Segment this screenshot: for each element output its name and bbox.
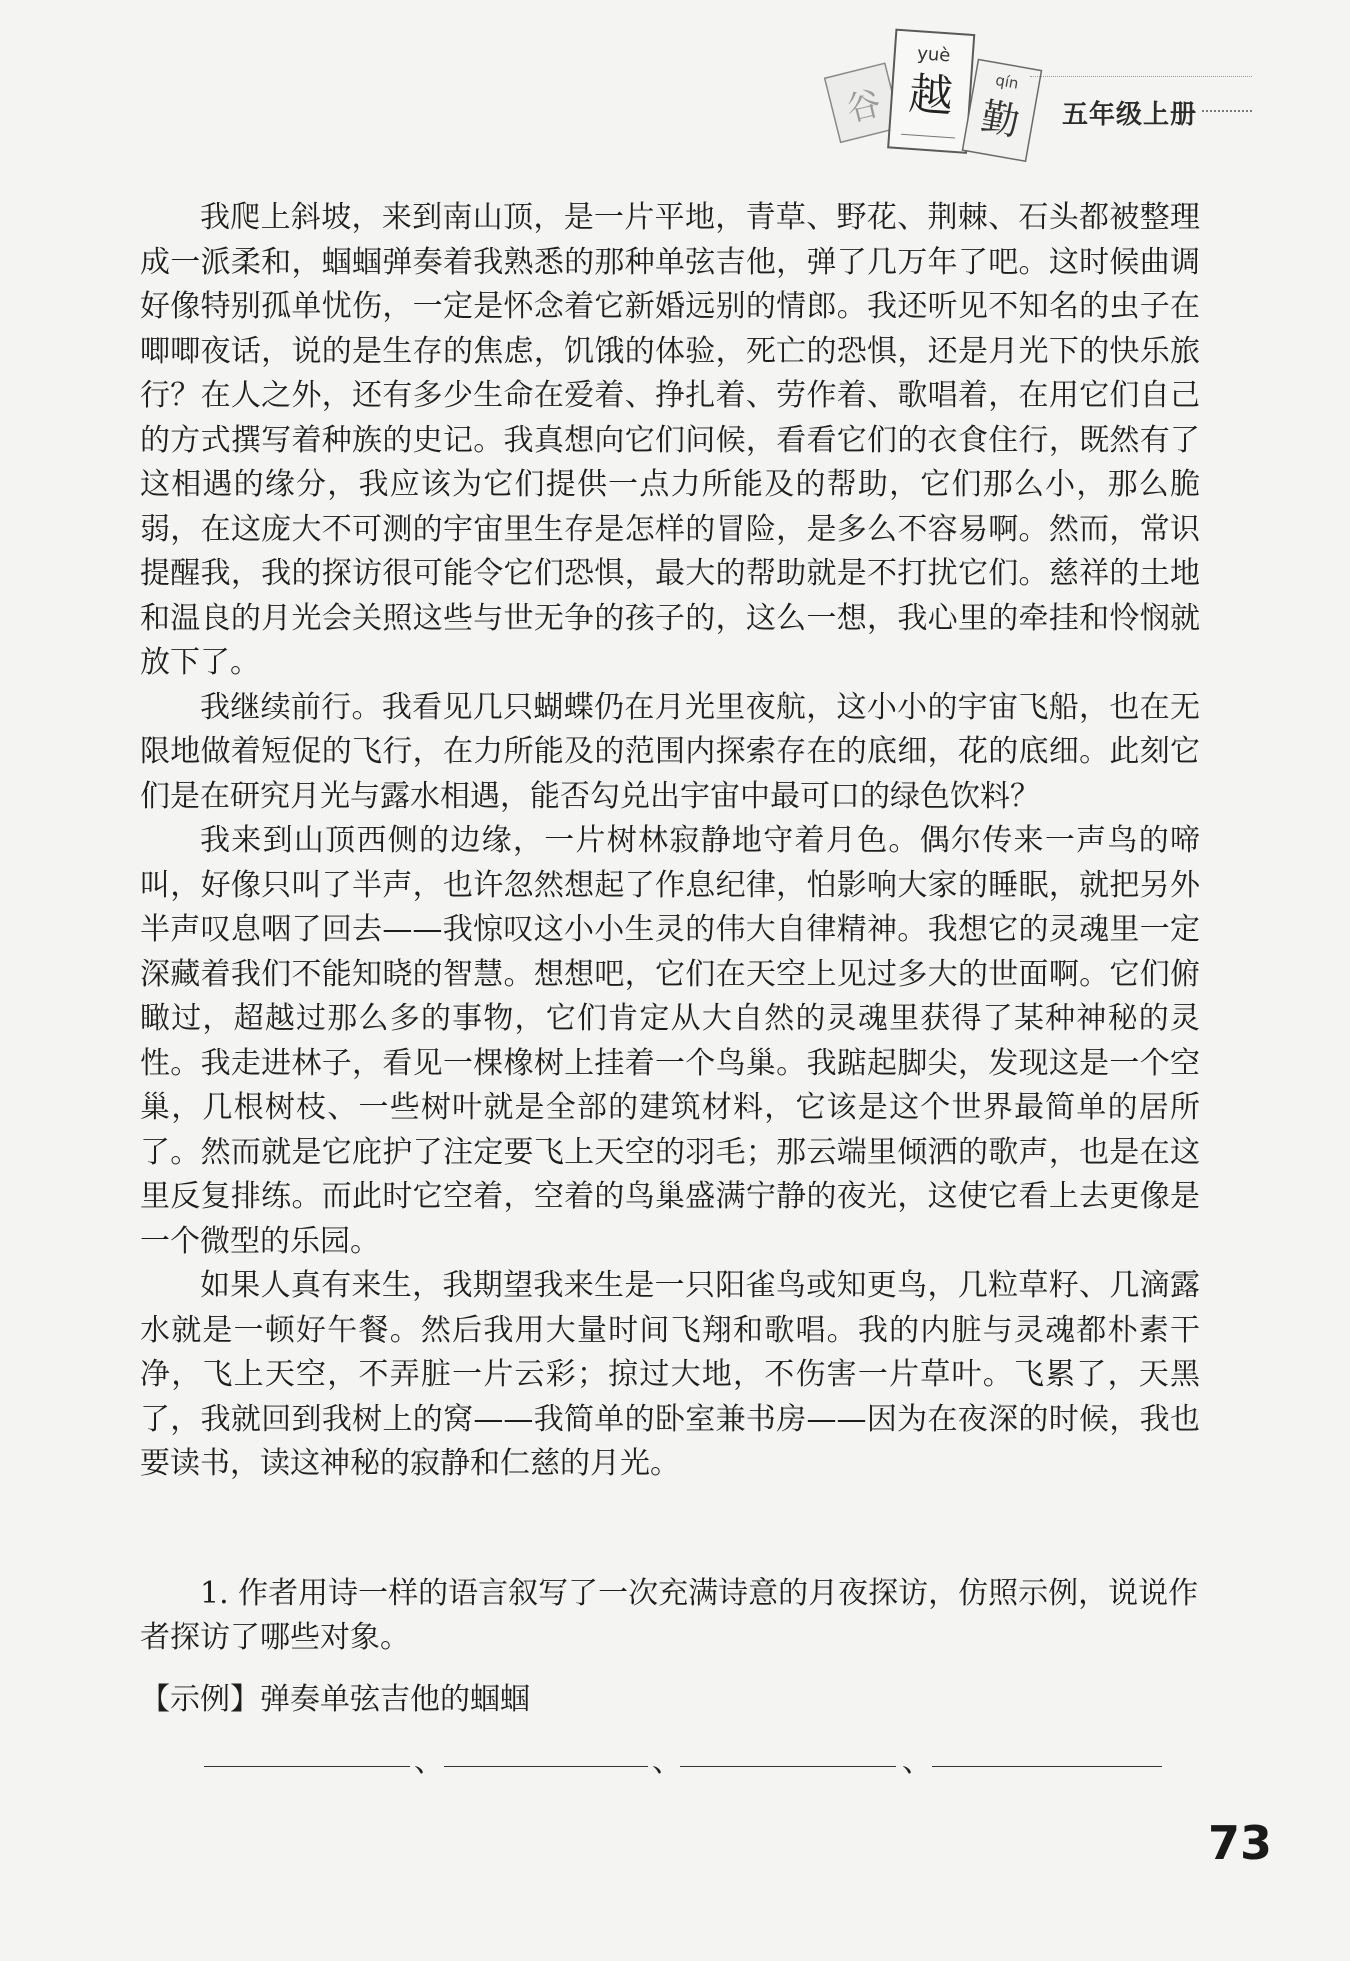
logo-char-3: 勤 (977, 94, 1023, 145)
paragraph: 我继续前行。我看见几只蝴蝶仍在月光里夜航，这小小的宇宙飞船，也在无限地做着短促的飞行，在力所能及的范围内探索存在的底细，花的底细。此刻它们是在研究月光与露水相遇，能否勾兑出宇宙中最可口的绿色饮料？ (140, 689, 1200, 814)
header-dotted-leader (1202, 110, 1252, 112)
logo-char-1: 谷 (842, 83, 886, 131)
blank-separator: 、 (902, 1744, 932, 1779)
question-stem: 1. 作者用诗一样的语言叙写了一次充满诗意的月夜探访，仿照示例，说说作者探访了哪些对象。 (140, 1576, 1199, 1655)
logo-pinyin-2: qín (994, 70, 1020, 93)
answer-blank-1[interactable] (204, 1766, 410, 1767)
answer-blank-2[interactable] (444, 1766, 648, 1767)
logo-stamp-right (962, 59, 1041, 161)
example-label: 【示例】 (140, 1682, 260, 1717)
passage-body (140, 196, 1200, 1487)
logo-pinyin-1: yuè (916, 43, 952, 67)
header-dotted-rule (1030, 76, 1252, 77)
logo-stamp-middle (888, 30, 974, 153)
paragraph: 如果人真有来生，我期望我来生是一只阳雀鸟或知更鸟，几粒草籽、几滴露水就是一顿好午餐。然后我用大量时间飞翔和歌唱。我的内脏与灵魂都朴素干净，飞上天空，不弄脏一片云彩；掠过大地，不伤害一片草叶。飞累了，天黑了，我就回到我树上的窝——我简单的卧室兼书房——因为在夜深的时候，我也要读书，读这神秘的寂静和仁慈的月光。 (140, 1268, 1200, 1481)
paragraph: 我爬上斜坡，来到南山顶，是一片平地，青草、野花、荆棘、石头都被整理成一派柔和，蝈蝈弹奏着我熟悉的那种单弦吉他，弹了几万年了吧。这时候曲调好像特别孤单忧伤，一定是怀念着它新婚远别的情郎。我还听见不知名的虫子在唧唧夜话，说的是生存的焦虑，饥饿的体验，死亡的恐惧，还是月光下的快乐旅行？在人之外，还有多少生命在爱着、挣扎着、劳作着、歌唱着，在用它们自己的方式撰写着种族的史记。我真想向它们问候，看看它们的衣食住行，既然有了这相遇的缘分，我应该为它们提供一点力所能及的帮助，它们那么小，那么脆弱，在这庞大不可测的宇宙里生存是怎样的冒险，是多么不容易啊。然而，常识提醒我，我的探访很可能令它们恐惧，最大的帮助就是不打扰它们。慈祥的土地和温良的月光会关照这些与世无争的孩子的，这么一想，我心里的牵挂和怜悯就放下了。 (140, 200, 1200, 680)
blank-separator: 、 (414, 1744, 444, 1779)
answer-blank-3[interactable] (680, 1766, 896, 1767)
blank-separator: 、 (652, 1744, 682, 1779)
series-logo (824, 24, 1046, 164)
example-line (140, 1678, 1200, 1722)
answer-blank-4[interactable] (932, 1766, 1162, 1767)
paragraph: 我来到山顶西侧的边缘，一片树林寂静地守着月色。偶尔传来一声鸟的啼叫，好像只叫了半声，也许忽然想起了作息纪律，怕影响大家的睡眠，就把另外半声叹息咽了回去——我惊叹这小小生灵的伟大自律精神。我想它的灵魂里一定深藏着我们不能知晓的智慧。想想吧，它们在天空上见过多大的世面啊。它们俯瞰过，超越过那么多的事物，它们肯定从大自然的灵魂里获得了某种神秘的灵性。我走进林子，看见一棵橡树上挂着一个鸟巢。我踮起脚尖，发现这是一个空巢，几根树枝、一些树叶就是全部的建筑材料，它该是这个世界最简单的居所了。然而就是它庇护了注定要飞上天空的羽毛；那云端里倾洒的歌声，也是在这里反复排练。而此时它空着，空着的鸟巢盛满宁静的夜光，这使它看上去更像是一个微型的乐园。 (140, 823, 1200, 1259)
logo-char-2: 越 (907, 68, 955, 123)
example-text: 弹奏单弦吉他的蝈蝈 (260, 1682, 530, 1717)
grade-volume-title: 五年级上册 (1062, 100, 1198, 130)
page-number: 73 (1208, 1816, 1273, 1870)
question-1 (140, 1572, 1200, 1722)
